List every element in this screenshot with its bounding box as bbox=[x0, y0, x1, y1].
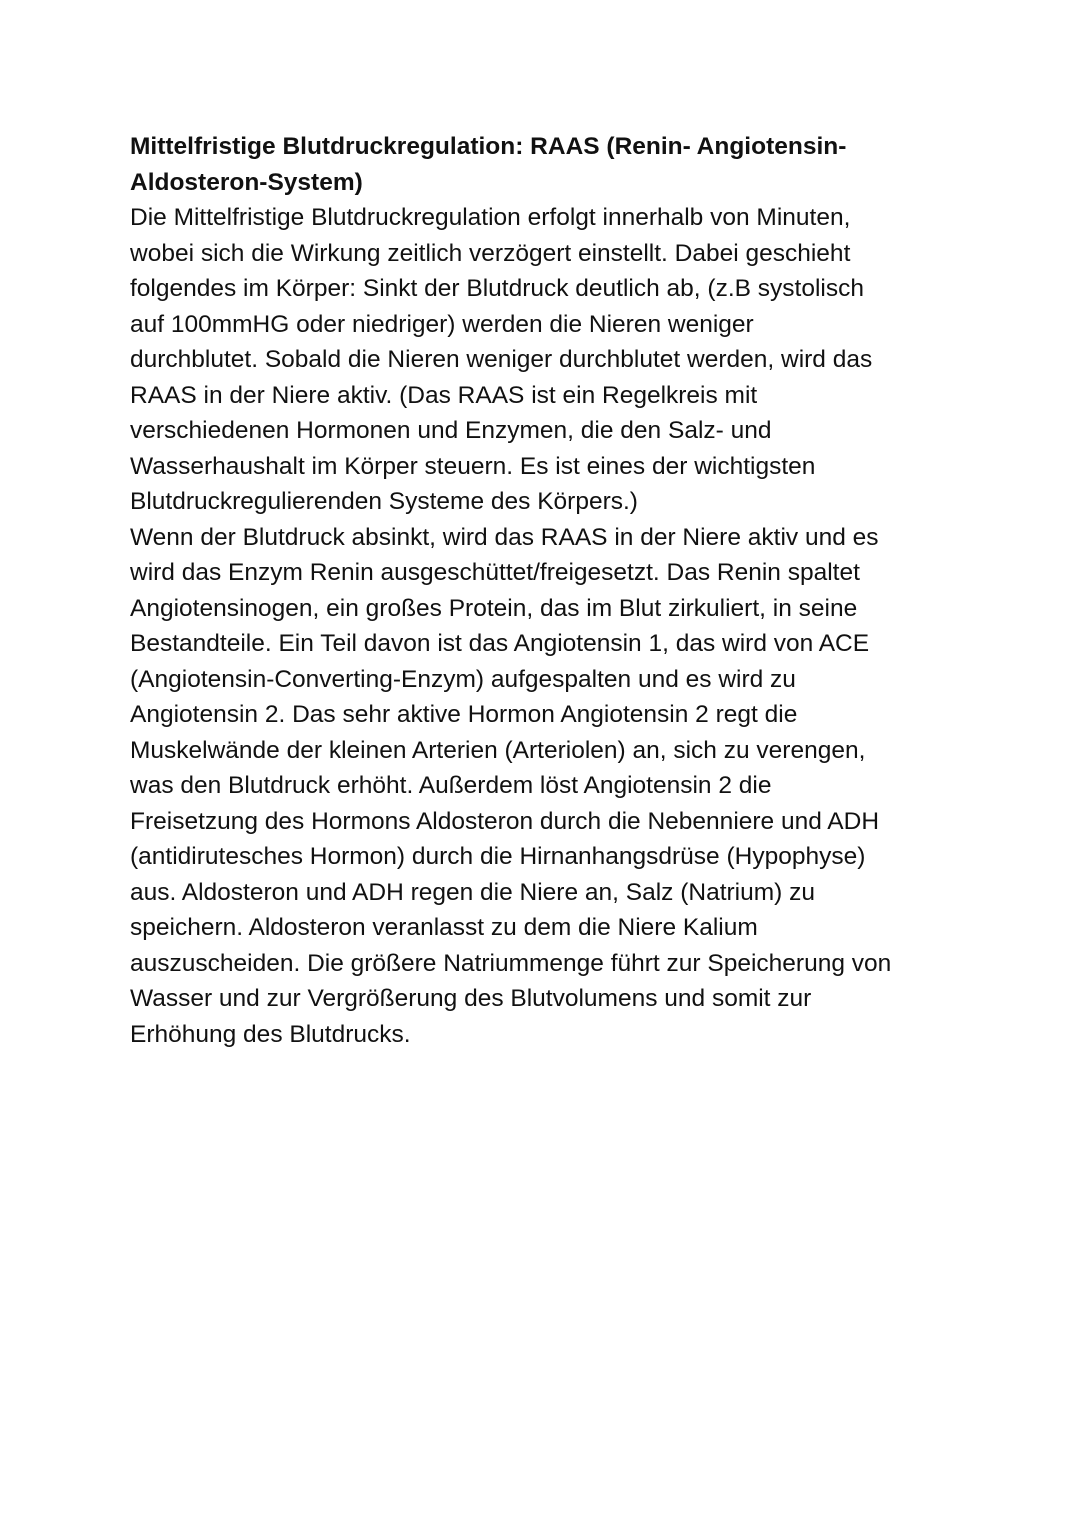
body-line-9: Blutdruckregulierenden Systeme des Körpers.) bbox=[130, 488, 638, 515]
body-line-10: Wenn der Blutdruck absinkt, wird das RAAS in der Niere aktiv und es bbox=[130, 523, 879, 551]
body-line-19: (antidirutesches Hormon) durch die Hirnanhangsdrüse (Hypophyse) bbox=[130, 843, 866, 870]
body-line-23: Wasser und zur Vergrößerung des Blutvolumens und somit zur bbox=[130, 985, 812, 1012]
body-line-12: Angiotensinogen, ein großes Protein, das im Blut zirkuliert, in seine bbox=[130, 594, 858, 622]
body-line-4: auf 100mmHG oder niedriger) werden die Nieren weniger bbox=[130, 310, 754, 338]
body-line-1: Die Mittelfristige Blutdruckregulation erfolgt innerhalb von Minuten, bbox=[130, 204, 851, 231]
body-line-6: RAAS in der Niere aktiv. (Das RAAS ist ein Regelkreis mit bbox=[130, 381, 758, 409]
body-line-7: verschiedenen Hormonen und Enzymen, die den Salz- und bbox=[130, 417, 772, 444]
body-line-15: Angiotensin 2. Das sehr aktive Hormon Angiotensin 2 regt die bbox=[130, 701, 798, 728]
body-line-14: (Angiotensin-Converting-Enzym) aufgespalten und es wird zu bbox=[130, 665, 796, 693]
body-line-18: Freisetzung des Hormons Aldosteron durch die Nebenniere und ADH bbox=[130, 807, 880, 835]
body-line-16: Muskelwände der kleinen Arterien (Arteriolen) an, sich zu verengen, bbox=[130, 736, 866, 764]
body-line-24: Erhöhung des Blutdrucks. bbox=[130, 1020, 411, 1048]
body-line-21: speichern. Aldosteron veranlasst zu dem die Niere Kalium bbox=[130, 914, 758, 941]
body-line-8: Wasserhaushalt im Körper steuern. Es ist eines der wichtigsten bbox=[130, 452, 816, 480]
document-title-line-2: Aldosteron-System) bbox=[130, 168, 363, 196]
body-line-11: wird das Enzym Renin ausgeschüttet/freigesetzt. Das Renin spaltet bbox=[130, 559, 860, 586]
body-line-3: folgendes im Körper: Sinkt der Blutdruck deutlich ab, (z.B systolisch bbox=[130, 275, 864, 302]
body-line-22: auszuscheiden. Die größere Natriummenge führt zur Speicherung von bbox=[130, 949, 892, 977]
body-line-5: durchblutet. Sobald die Nieren weniger durchblutet werden, wird das bbox=[130, 346, 873, 373]
body-line-20: aus. Aldosteron und ADH regen die Niere an, Salz (Natrium) zu bbox=[130, 878, 815, 906]
body-line-17: was den Blutdruck erhöht. Außerdem löst Angiotensin 2 die bbox=[130, 772, 772, 799]
document-content bbox=[130, 129, 960, 1052]
body-line-2: wobei sich die Wirkung zeitlich verzögert einstellt. Dabei geschieht bbox=[130, 239, 851, 267]
document-title-line-1: Mittelfristige Blutdruckregulation: RAAS (Renin- Angiotensin- bbox=[130, 133, 847, 160]
body-line-13: Bestandteile. Ein Teil davon ist das Angiotensin 1, das wird von ACE bbox=[130, 630, 870, 657]
